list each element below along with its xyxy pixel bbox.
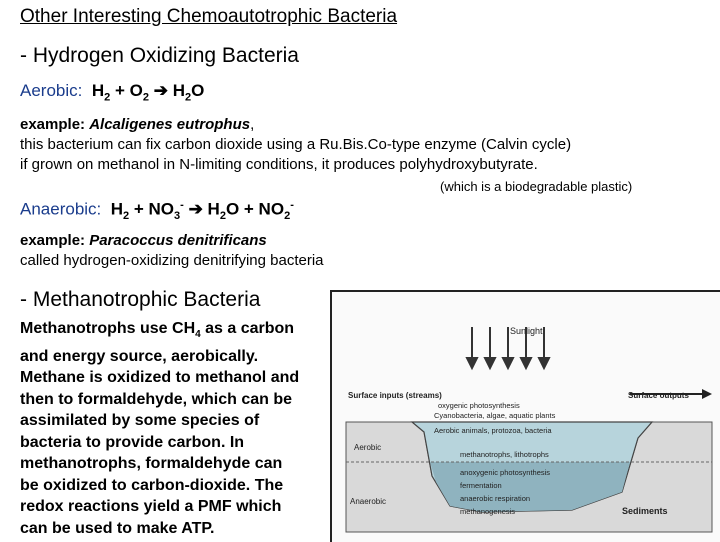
- meth-line: then to formaldehyde, which can be: [20, 390, 293, 408]
- eq-o-sub: 2: [142, 91, 149, 104]
- example1-line2: this bacterium can fix carbon dioxide using a Ru.Bis.Co-type enzyme (Calvin cycle): [20, 136, 572, 153]
- sunlight-label: Sunlight: [510, 326, 543, 336]
- meth-line: Methane is oxidized to methanol and: [20, 369, 300, 387]
- eq-product: H: [172, 81, 185, 100]
- meth-line: Methanotrophs use $CH_4$ as a carbon: [20, 320, 295, 341]
- example2-prefix: example:: [20, 232, 90, 249]
- meth-line: can be used to make ATP.: [20, 519, 215, 537]
- meth-line: be oxidized to carbon-dioxide. The: [20, 476, 284, 494]
- meth-line: and energy source, aerobically.: [20, 347, 259, 365]
- eq-h: H: [91, 81, 105, 100]
- aerobic-zone-label: Aerobic: [354, 443, 382, 452]
- eq-product-sub: 2: [184, 91, 192, 104]
- eq-plus-o: + O: [114, 81, 143, 100]
- right-arrow-icon: ➔: [153, 81, 168, 100]
- example1-prefix: example:: [20, 116, 90, 133]
- methanotrophic-heading: - Methanotrophic Bacteria: [20, 288, 261, 311]
- plastic-note: (which is a biodegradable plastic): [440, 179, 633, 194]
- hydrogen-heading: - Hydrogen Oxidizing Bacteria: [20, 44, 299, 67]
- example1-line3: if grown on methanol in N-limiting conditions, it produces polyhydroxybutyrate.: [20, 156, 538, 173]
- surface-inputs-label: Surface inputs (streams): [348, 391, 442, 400]
- oxygenic-text-3: Aerobic animals, protozoa, bacteria: [434, 426, 552, 435]
- aerobic-label: Aerobic:: [20, 81, 83, 100]
- meth-line: methanotrophs, formaldehyde can: [20, 455, 283, 473]
- anaerobic-label: Anaerobic:: [20, 199, 102, 219]
- meth-line: assimilated by some species of: [20, 412, 260, 430]
- an-no2-sub: 2: [284, 210, 291, 223]
- lake-diagram: [332, 292, 720, 540]
- an-no3-sub: 3: [174, 210, 181, 223]
- an-prod1: H: [207, 199, 220, 219]
- surface-outputs-label: Surface outputs: [628, 391, 689, 400]
- an-prod1-sub: 2: [219, 210, 226, 223]
- right-arrow-icon: ➔: [188, 199, 203, 219]
- eq-product-end: O: [191, 81, 205, 100]
- example1-block: [20, 115, 571, 175]
- example2-line1: [20, 231, 324, 251]
- anoxygenic-text-1: anoxygenic photosynthesis: [460, 468, 551, 477]
- aerobic-mid-text: methanotrophs, lithotrophs: [460, 450, 549, 459]
- oxygenic-text-2: Cyanobacteria, algae, aquatic plants: [434, 411, 556, 420]
- an-prod1-end: O + NO: [225, 199, 285, 219]
- example2-block: [20, 231, 324, 271]
- output-arrow-head: [702, 389, 712, 399]
- methanotrophic-body: [20, 318, 299, 539]
- an-h-sub: 2: [123, 210, 130, 223]
- meth-line: bacteria to provide carbon. In: [20, 433, 245, 451]
- an-no3-sup: -: [180, 199, 184, 211]
- example2-line2: called hydrogen-oxidizing denitrifying bacteria: [20, 252, 324, 269]
- anaerobic-zone-label: Anaerobic: [350, 497, 387, 506]
- anoxygenic-text-2: fermentation: [460, 481, 502, 490]
- example1-organism: Alcaligenes eutrophus: [89, 116, 251, 133]
- meth-line: redox reactions yield a PMF which: [20, 498, 282, 516]
- anoxygenic-text-4: methanogenesis: [460, 507, 516, 516]
- aerobic-equation: [20, 81, 204, 103]
- anoxygenic-text-3: anaerobic respiration: [460, 494, 531, 503]
- lake-ecosystem-figure: [330, 290, 720, 542]
- eq-h-sub: 2: [104, 91, 111, 104]
- sediments-label: Sediments: [622, 506, 668, 516]
- example2-organism: Paracoccus denitrificans: [89, 232, 267, 249]
- example1-line1: [20, 115, 571, 135]
- example1-suffix: ,: [250, 116, 255, 133]
- an-plus-no: + NO: [133, 199, 175, 219]
- anaerobic-equation: [20, 199, 294, 222]
- an-h: H: [110, 199, 124, 219]
- oxygenic-text-1: oxygenic photosynthesis: [438, 401, 520, 410]
- an-no2-sup: -: [290, 199, 294, 211]
- page-title: Other Interesting Chemoautotrophic Bacteria: [20, 6, 398, 27]
